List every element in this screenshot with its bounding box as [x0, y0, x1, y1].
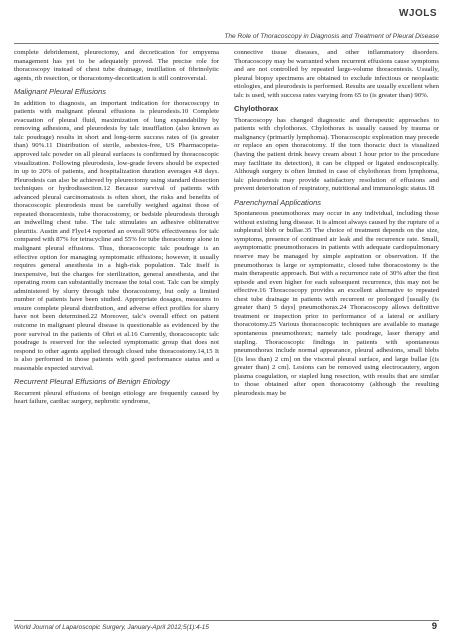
- page-number: 9: [431, 621, 437, 632]
- section-heading-parenchymal: Parenchymal Applications: [234, 197, 322, 207]
- paragraph: complete debridement, pleurectomy, and decortication for empyema management has yet to be adequately proved. The precise role for thoracoscopy instead of chest tube drainage, instillation of fibrinolytic agents, rib resection, or thoracotomy-decortication is still controversial.: [14, 49, 219, 82]
- left-column: [14, 49, 219, 410]
- paragraph: Recurrent pleural effusions of benign etiology are frequently caused by heart failure, cardiac surgery, nephrotic syndrome,: [14, 389, 219, 406]
- journal-logo: WJOLS: [398, 8, 437, 19]
- running-title: The Role of Thoracoscopy in Diagnosis and Treatment of Pleural Disease: [224, 33, 439, 40]
- paragraph: Spontaneous pneumothorax may occur in any individual, including those without existing lung disease. It is almost always caused by the rupture of a subpleural bleb or bullae.35 The choice of treatment depends on the size, symptoms, presence of continued air leak and the recurrence rate. Small, asymptomatic pneumothoraces in patients with adequate cardiopulmonary reserve may be managed by simple aspiration or observation. If the pneumothorax is large or symptomatic, closed tube thoracostomy is the main therapeutic approach. But with a recurrence rate of 30% after the first episode and even higher for each subsequent recurrence, this may not be effective.16 Thoracoscopy provides an excellent alternative to repeated chest tube drainage in patients with recurrent or prolonged [usually (is greater than) 5 days] pneumothorax.24 Thoracoscopy allows definitive treatment or inspection prior to performance of a lateral or axillary thoracotomy.25 Various thoracoscopic techniques are available to manage spontaneous pneumothorax; namely talc poudrage, laser therapy and stapling. Thoracoscopic findings in patients with spontaneous pneumothorax include normal appearance, pleural adhesions, small blebs [(is less than) 2 cm] on the visceral pleural surface, and large bullae [(is greater than) 2 cm]. Lesions can be removed using electrocautery, argon plasma coagulation, or stapled lung resection, with results that are similar to those obtained after open thoracotomy (although the resulting pleurodesis may be: [234, 210, 439, 397]
- paragraph: connective tissue diseases, and other inflammatory disorders. Thoracoscopy may be warranted when recurrent effusions cause symptoms and are not controlled by repeated large-volume thoracentesis. Usually, pleural biopsy specimens are obtained to exclude infectious or neoplastic etiologies, and pleurodesis is performed. Results are usually excellent when talc is used, with success rates varying from 65 to (is greater than) 90%.: [234, 49, 439, 99]
- header-rule: [14, 43, 439, 44]
- journal-citation: World Journal of Laparoscopic Surgery, January-April 2012;5(1):4-15: [14, 624, 209, 631]
- paragraph: Thoracoscopy has changed diagnostic and therapeutic approaches to patients with chylothorax. Chylothorax is usually caused by trauma or malignancy (primarily lymphoma). Thoracoscopic exploration may precede or replace an open thoracotomy. If the torn thoracic duct is visualized (having the patient drink heavy cream about 1 hour prior to the procedure may facilitate its detection), it can be clipped or ligated endoscopically. Although surgery is often limited in case of chylothorax from lymphoma, talc pleurodesis may provide satisfactory resolution of effusions and prevent deterioration of respiratory, nutritional and immunologic status.18: [234, 116, 439, 193]
- section-heading-malignant: Malignant Pleural Effusions: [14, 87, 107, 97]
- paragraph: In addition to diagnosis, an important indication for thoracoscopy in patients with malignant pleural effusions is pleurodesis.10 Complete evacuation of pleural fluid, maximization of lung expandability by removing adhesions, and pleurodesis by talc insufflation (also known as talc poudrage) results in short and long-term success rates of (is greater than) 90%.11 Distribution of sterile, asbestos-free, US Pharmacopeia-approved talc powder on all pleural surfaces is confirmed by thoracoscopic visualization. Following pleurodesis, low-grade fevers should be expected in up to 20% of patients, and hospitalization duration averages 4.8 days. Pleurodesis can also be achieved by pleurectomy using standard dissection techniques or hydrodissection.12 Because survival of patients with advanced pleural carcinomatosis is often short, the risks and benefits of thoracoscopic pleurodesis must be carefully weighed against those of repeated thoracentesis, tube thoracostomy, or bedside pleurodesis through an indwelling chest tube. The talc stimulates an adhesive obliterative pleuritis. Austin and Flye14 reported an overall 90% effectiveness for talc compared with 87% for tetracycline and 55% for tube thoracotomy alone in malignant pleural effusions. Thus, thoracoscopic talc poudrage is an effective option for managing symptomatic effusions; however, it usually requires general anesthesia in a high-risk population. Talc itself is inexpensive, but the charges for sterilization, general anesthesia, and the operating room can substantially increase the total cost. Talc can be simply administered by slurry through tube thoracostomy, but only a limited number of patients have been studied. Appropriate dosages, measures to ensure complete pleural distribution, and adverse effect profiles for slurry have not been determined.22 Moreover, talc's overall effect on patient outcome in malignant pleural disease is questionable as evidenced by the poor survival in the patients of Ohri et al.16 Currently, thoracoscopic talc poudrage is reserved for the selected symptomatic group that does not respond to other agents applied through closed tube thoracostomy.14,15 It is also performed in those patients with good performance status and a reasonable expected survival.: [14, 99, 219, 372]
- section-heading-benign: Recurrent Pleural Effusions of Benign Etiology: [14, 377, 170, 387]
- right-column: [234, 49, 439, 401]
- footer-rule: [14, 620, 439, 621]
- section-heading-chylothorax: Chylothorax: [234, 104, 279, 114]
